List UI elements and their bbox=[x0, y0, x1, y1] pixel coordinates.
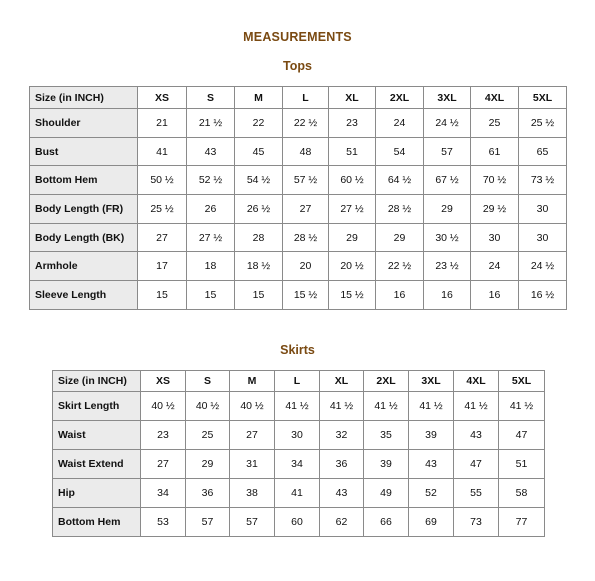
tops-measurement-cell: 27 ½ bbox=[329, 195, 376, 224]
skirts-measurement-cell: 57 bbox=[186, 508, 230, 537]
tops-row-label: Shoulder bbox=[30, 109, 138, 138]
skirts-measurement-cell: 32 bbox=[320, 421, 364, 450]
tops-measurement-cell: 22 ½ bbox=[283, 109, 329, 138]
tops-measurement-cell: 57 bbox=[424, 137, 471, 166]
page-title: MEASUREMENTS bbox=[243, 30, 352, 44]
tops-table-row bbox=[30, 281, 567, 310]
skirts-measurement-cell: 73 bbox=[454, 508, 499, 537]
skirts-row-label: Waist Extend bbox=[53, 450, 141, 479]
tops-row-label: Armhole bbox=[30, 252, 138, 281]
skirts-measurement-cell: 47 bbox=[499, 421, 545, 450]
skirts-row-label: Skirt Length bbox=[53, 392, 141, 421]
skirts-measurement-cell: 40 ½ bbox=[141, 392, 186, 421]
tops-measurement-cell: 23 bbox=[329, 109, 376, 138]
tops-measurement-cell: 57 ½ bbox=[283, 166, 329, 195]
tops-measurement-cell: 22 bbox=[235, 109, 283, 138]
tops-measurement-cell: 29 bbox=[376, 223, 424, 252]
tops-measurement-cell: 27 ½ bbox=[187, 223, 235, 252]
tops-row-label: Sleeve Length bbox=[30, 281, 138, 310]
skirts-measurement-cell: 38 bbox=[230, 479, 275, 508]
skirts-size-header: XS bbox=[141, 371, 186, 392]
skirts-measurement-cell: 27 bbox=[230, 421, 275, 450]
skirts-measurement-cell: 41 bbox=[275, 479, 320, 508]
tops-measurement-cell: 24 ½ bbox=[424, 109, 471, 138]
skirts-measurement-cell: 41 ½ bbox=[409, 392, 454, 421]
skirts-measurement-cell: 49 bbox=[364, 479, 409, 508]
tops-table-body bbox=[30, 109, 567, 310]
tops-measurement-cell: 16 ½ bbox=[519, 281, 567, 310]
tops-measurement-cell: 30 bbox=[471, 223, 519, 252]
tops-measurement-cell: 30 bbox=[519, 223, 567, 252]
tops-measurement-cell: 67 ½ bbox=[424, 166, 471, 195]
tops-measurement-cell: 70 ½ bbox=[471, 166, 519, 195]
skirts-row-label: Waist bbox=[53, 421, 141, 450]
tops-measurement-cell: 25 ½ bbox=[138, 195, 187, 224]
tops-measurement-cell: 65 bbox=[519, 137, 567, 166]
tops-header-label: Size (in INCH) bbox=[30, 87, 138, 109]
tops-measurement-cell: 27 bbox=[138, 223, 187, 252]
skirts-measurement-cell: 51 bbox=[499, 450, 545, 479]
skirts-measurement-cell: 47 bbox=[454, 450, 499, 479]
skirts-measurement-cell: 40 ½ bbox=[230, 392, 275, 421]
skirts-size-header: 4XL bbox=[454, 371, 499, 392]
skirts-measurement-cell: 62 bbox=[320, 508, 364, 537]
skirts-measurement-cell: 29 bbox=[186, 450, 230, 479]
tops-measurement-cell: 48 bbox=[283, 137, 329, 166]
tops-measurement-cell: 28 bbox=[235, 223, 283, 252]
skirts-size-header: 2XL bbox=[364, 371, 409, 392]
skirts-measurement-cell: 31 bbox=[230, 450, 275, 479]
tops-size-header: XL bbox=[329, 87, 376, 109]
tops-size-table bbox=[29, 86, 567, 310]
skirts-table-row bbox=[53, 450, 545, 479]
tops-measurement-cell: 28 ½ bbox=[376, 195, 424, 224]
tops-measurement-cell: 16 bbox=[376, 281, 424, 310]
tops-measurement-cell: 15 ½ bbox=[329, 281, 376, 310]
skirts-measurement-cell: 27 bbox=[141, 450, 186, 479]
tops-table-row bbox=[30, 137, 567, 166]
tops-measurement-cell: 25 ½ bbox=[519, 109, 567, 138]
skirts-measurement-cell: 55 bbox=[454, 479, 499, 508]
tops-measurement-cell: 21 bbox=[138, 109, 187, 138]
skirts-measurement-cell: 25 bbox=[186, 421, 230, 450]
skirts-measurement-cell: 43 bbox=[320, 479, 364, 508]
tops-measurement-cell: 18 ½ bbox=[235, 252, 283, 281]
tops-measurement-cell: 22 ½ bbox=[376, 252, 424, 281]
skirts-table-row bbox=[53, 421, 545, 450]
skirts-header-row bbox=[53, 371, 545, 392]
skirts-measurement-cell: 43 bbox=[409, 450, 454, 479]
tops-size-header: 3XL bbox=[424, 87, 471, 109]
skirts-measurement-cell: 36 bbox=[320, 450, 364, 479]
tops-measurement-cell: 24 bbox=[376, 109, 424, 138]
tops-measurement-cell: 17 bbox=[138, 252, 187, 281]
tops-measurement-cell: 20 ½ bbox=[329, 252, 376, 281]
tops-measurement-cell: 52 ½ bbox=[187, 166, 235, 195]
skirts-measurement-cell: 35 bbox=[364, 421, 409, 450]
tops-measurement-cell: 27 bbox=[283, 195, 329, 224]
skirts-row-label: Bottom Hem bbox=[53, 508, 141, 537]
tops-table-row bbox=[30, 166, 567, 195]
tops-measurement-cell: 64 ½ bbox=[376, 166, 424, 195]
skirts-section-title: Skirts bbox=[280, 343, 315, 357]
tops-measurement-cell: 45 bbox=[235, 137, 283, 166]
skirts-measurement-cell: 60 bbox=[275, 508, 320, 537]
tops-row-label: Bottom Hem bbox=[30, 166, 138, 195]
tops-measurement-cell: 26 bbox=[187, 195, 235, 224]
tops-measurement-cell: 73 ½ bbox=[519, 166, 567, 195]
skirts-measurement-cell: 36 bbox=[186, 479, 230, 508]
tops-size-header: 4XL bbox=[471, 87, 519, 109]
skirts-measurement-cell: 41 ½ bbox=[454, 392, 499, 421]
skirts-table-row bbox=[53, 508, 545, 537]
skirts-table-row bbox=[53, 479, 545, 508]
skirts-measurement-cell: 23 bbox=[141, 421, 186, 450]
skirts-size-header: L bbox=[275, 371, 320, 392]
tops-measurement-cell: 15 ½ bbox=[283, 281, 329, 310]
tops-measurement-cell: 60 ½ bbox=[329, 166, 376, 195]
tops-row-label: Body Length (FR) bbox=[30, 195, 138, 224]
skirts-measurement-cell: 77 bbox=[499, 508, 545, 537]
tops-measurement-cell: 30 ½ bbox=[424, 223, 471, 252]
tops-size-header: M bbox=[235, 87, 283, 109]
skirts-measurement-cell: 66 bbox=[364, 508, 409, 537]
tops-table-row bbox=[30, 195, 567, 224]
skirts-size-header: S bbox=[186, 371, 230, 392]
skirts-measurement-cell: 39 bbox=[409, 421, 454, 450]
tops-measurement-cell: 24 ½ bbox=[519, 252, 567, 281]
tops-table-row bbox=[30, 252, 567, 281]
tops-size-header: XS bbox=[138, 87, 187, 109]
tops-measurement-cell: 54 ½ bbox=[235, 166, 283, 195]
skirts-measurement-cell: 41 ½ bbox=[275, 392, 320, 421]
tops-measurement-cell: 24 bbox=[471, 252, 519, 281]
skirts-measurement-cell: 41 ½ bbox=[364, 392, 409, 421]
tops-row-label: Bust bbox=[30, 137, 138, 166]
skirts-measurement-cell: 41 ½ bbox=[499, 392, 545, 421]
tops-table-row bbox=[30, 223, 567, 252]
tops-section-title: Tops bbox=[283, 59, 312, 73]
skirts-measurement-cell: 52 bbox=[409, 479, 454, 508]
tops-measurement-cell: 26 ½ bbox=[235, 195, 283, 224]
skirts-row-label: Hip bbox=[53, 479, 141, 508]
tops-measurement-cell: 15 bbox=[138, 281, 187, 310]
skirts-measurement-cell: 43 bbox=[454, 421, 499, 450]
tops-table-row bbox=[30, 109, 567, 138]
skirts-measurement-cell: 41 ½ bbox=[320, 392, 364, 421]
skirts-table-body bbox=[53, 392, 545, 537]
tops-size-header: L bbox=[283, 87, 329, 109]
tops-measurement-cell: 15 bbox=[235, 281, 283, 310]
skirts-measurement-cell: 40 ½ bbox=[186, 392, 230, 421]
tops-measurement-cell: 61 bbox=[471, 137, 519, 166]
skirts-measurement-cell: 34 bbox=[275, 450, 320, 479]
skirts-table-row bbox=[53, 392, 545, 421]
tops-measurement-cell: 23 ½ bbox=[424, 252, 471, 281]
tops-size-header: 5XL bbox=[519, 87, 567, 109]
tops-measurement-cell: 25 bbox=[471, 109, 519, 138]
skirts-measurement-cell: 34 bbox=[141, 479, 186, 508]
skirts-measurement-cell: 57 bbox=[230, 508, 275, 537]
tops-measurement-cell: 51 bbox=[329, 137, 376, 166]
tops-measurement-cell: 20 bbox=[283, 252, 329, 281]
tops-measurement-cell: 15 bbox=[187, 281, 235, 310]
skirts-size-header: 3XL bbox=[409, 371, 454, 392]
tops-measurement-cell: 29 ½ bbox=[471, 195, 519, 224]
skirts-size-header: 5XL bbox=[499, 371, 545, 392]
skirts-measurement-cell: 39 bbox=[364, 450, 409, 479]
tops-measurement-cell: 28 ½ bbox=[283, 223, 329, 252]
tops-measurement-cell: 50 ½ bbox=[138, 166, 187, 195]
skirts-measurement-cell: 30 bbox=[275, 421, 320, 450]
tops-header-row bbox=[30, 87, 567, 109]
tops-size-header: 2XL bbox=[376, 87, 424, 109]
tops-measurement-cell: 29 bbox=[424, 195, 471, 224]
skirts-size-table bbox=[52, 370, 545, 537]
skirts-size-header: M bbox=[230, 371, 275, 392]
tops-measurement-cell: 30 bbox=[519, 195, 567, 224]
tops-measurement-cell: 43 bbox=[187, 137, 235, 166]
tops-row-label: Body Length (BK) bbox=[30, 223, 138, 252]
skirts-header-label: Size (in INCH) bbox=[53, 371, 141, 392]
skirts-size-header: XL bbox=[320, 371, 364, 392]
tops-size-header: S bbox=[187, 87, 235, 109]
tops-measurement-cell: 54 bbox=[376, 137, 424, 166]
tops-measurement-cell: 41 bbox=[138, 137, 187, 166]
tops-measurement-cell: 16 bbox=[471, 281, 519, 310]
skirts-measurement-cell: 53 bbox=[141, 508, 186, 537]
skirts-measurement-cell: 69 bbox=[409, 508, 454, 537]
tops-measurement-cell: 29 bbox=[329, 223, 376, 252]
tops-measurement-cell: 18 bbox=[187, 252, 235, 281]
skirts-measurement-cell: 58 bbox=[499, 479, 545, 508]
tops-measurement-cell: 16 bbox=[424, 281, 471, 310]
tops-measurement-cell: 21 ½ bbox=[187, 109, 235, 138]
